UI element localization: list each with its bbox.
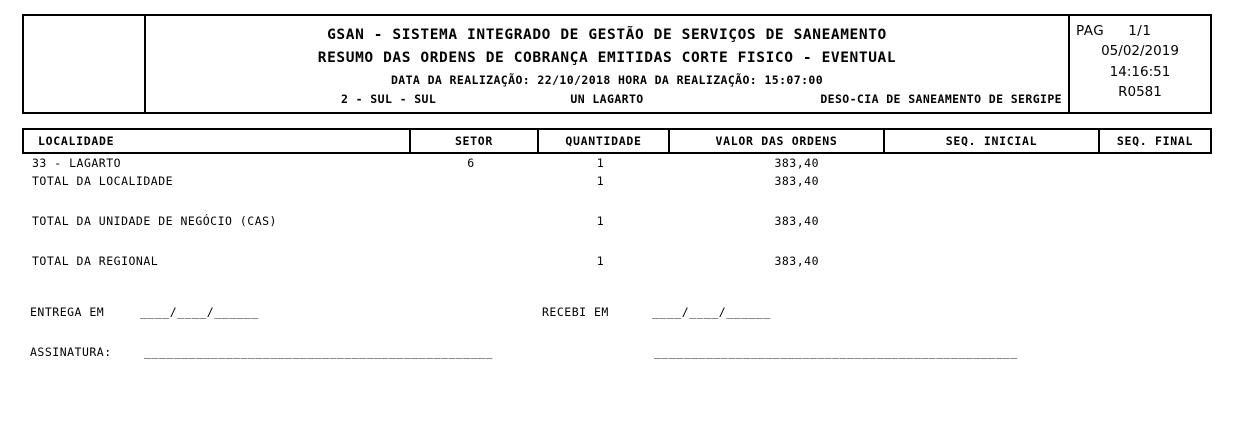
cell-quantidade: 1 — [596, 174, 605, 188]
recebi-date-blank: ____/____/______ — [652, 305, 771, 319]
header-footer-row — [146, 92, 1068, 108]
table-row — [22, 172, 1212, 190]
unit-label: UN LAGARTO — [570, 92, 644, 106]
column-header-quantidade: QUANTIDADE — [537, 130, 668, 152]
regional-label: 2 - SUL - SUL — [341, 92, 437, 106]
system-title: GSAN - SISTEMA INTEGRADO DE GESTÃO DE SERVIÇOS DE SANEAMENTO — [327, 27, 887, 43]
column-header-valor: VALOR DAS ORDENS — [668, 130, 883, 152]
company-label: DESO-CIA DE SANEAMENTO DE SERGIPE — [820, 92, 1062, 106]
cell-setor: 6 — [467, 156, 475, 170]
header-logo-cell — [24, 16, 146, 112]
table-row — [22, 212, 1212, 230]
recebi-label: RECEBI EM — [542, 305, 609, 319]
cell-localidade: TOTAL DA UNIDADE DE NEGÓCIO (CAS) — [32, 214, 277, 228]
cell-quantidade: 1 — [596, 156, 605, 170]
report-code: R0581 — [1118, 83, 1162, 100]
cell-localidade: TOTAL DA LOCALIDADE — [32, 174, 174, 188]
cell-quantidade: 1 — [596, 254, 605, 268]
assinatura-label: ASSINATURA: — [30, 345, 112, 359]
cell-quantidade: 1 — [596, 214, 605, 228]
cell-valor: 383,40 — [774, 156, 819, 170]
realization-datetime: DATA DA REALIZAÇÃO: 22/10/2018 HORA DA REALIZAÇÃO: 15:07:00 — [390, 73, 824, 87]
assinatura-blank-right: _________________________________________________ — [654, 345, 1018, 359]
cell-valor: 383,40 — [774, 174, 819, 188]
column-header-setor: SETOR — [409, 130, 537, 152]
page-value: 1/1 — [1128, 23, 1152, 39]
column-header-seq-inicial: SEQ. INICIAL — [883, 130, 1098, 152]
cell-valor: 383,40 — [774, 214, 819, 228]
table-row — [22, 154, 1212, 172]
print-time: 14:16:51 — [1109, 63, 1171, 80]
table-body — [22, 154, 1212, 270]
entrega-date-blank: ____/____/______ — [140, 305, 259, 319]
row-spacer — [22, 230, 1212, 252]
header-meta-cell — [1068, 16, 1210, 112]
report-title: RESUMO DAS ORDENS DE COBRANÇA EMITIDAS CORTE FISICO - EVENTUAL — [317, 50, 897, 66]
report-header — [22, 14, 1212, 114]
page-label: PAG — [1076, 23, 1105, 39]
page-number — [1070, 21, 1210, 41]
table-row — [22, 252, 1212, 270]
header-title-cell — [146, 16, 1068, 112]
row-spacer — [22, 190, 1212, 212]
column-header-localidade: LOCALIDADE — [38, 134, 115, 148]
signature-row — [22, 345, 1212, 367]
signature-area — [22, 305, 1212, 367]
table-column-headers — [22, 128, 1212, 154]
delivery-row — [22, 305, 1212, 327]
print-date: 05/02/2019 — [1101, 43, 1179, 60]
assinatura-blank-left: _______________________________________________ — [144, 345, 493, 359]
cell-localidade: TOTAL DA REGIONAL — [32, 254, 159, 268]
cell-localidade: 33 - LAGARTO — [32, 156, 122, 170]
column-header-seq-final: SEQ. FINAL — [1098, 130, 1210, 152]
cell-valor: 383,40 — [774, 254, 819, 268]
entrega-label: ENTREGA EM — [30, 305, 105, 319]
